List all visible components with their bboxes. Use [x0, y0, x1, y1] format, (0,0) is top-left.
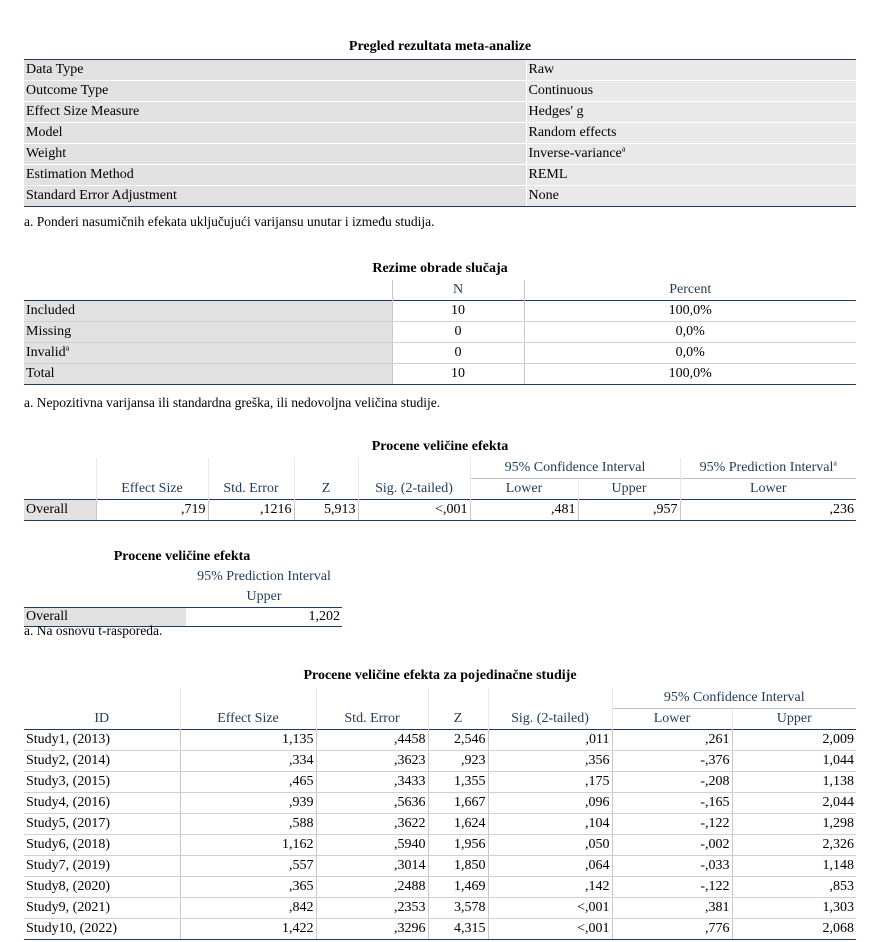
- summary-value: [526, 60, 856, 81]
- studies-header-std-error: Std. Error: [316, 709, 428, 730]
- overall-pi-header: [680, 458, 856, 479]
- study-upper: 1,298: [732, 814, 856, 835]
- summary-row: [24, 60, 856, 81]
- study-sig: ,142: [488, 877, 612, 898]
- summary-row: [24, 81, 856, 102]
- cases-label: [24, 301, 392, 322]
- cases-label-text: Invalid: [26, 345, 66, 360]
- overall-lower: ,481: [470, 500, 578, 521]
- overall-pi-lower: ,236: [680, 500, 856, 521]
- cases-percent: 100,0%: [524, 301, 856, 322]
- cases-header-percent: Percent: [524, 280, 856, 301]
- study-id: Study7, (2019): [24, 856, 180, 877]
- study-row: [24, 793, 856, 814]
- study-row: [24, 730, 856, 751]
- study-upper: 1,148: [732, 856, 856, 877]
- cases-label-text: Total: [26, 366, 55, 381]
- summary-value-sup: a: [621, 144, 626, 154]
- summary-label: Standard Error Adjustment: [24, 186, 526, 207]
- study-effect-size: ,465: [180, 772, 316, 793]
- study-lower: ,261: [612, 730, 732, 751]
- study-effect-size: 1,162: [180, 835, 316, 856]
- study-lower: -,122: [612, 814, 732, 835]
- summary-value: [526, 186, 856, 207]
- study-lower: -,002: [612, 835, 732, 856]
- study-sig: <,001: [488, 898, 612, 919]
- summary-value-text: REML: [528, 167, 568, 182]
- study-z: 1,667: [428, 793, 488, 814]
- study-upper: 2,009: [732, 730, 856, 751]
- study-sig: ,011: [488, 730, 612, 751]
- study-row: [24, 814, 856, 835]
- cases-n: 10: [392, 364, 524, 385]
- studies-header-sig: Sig. (2-tailed): [488, 709, 612, 730]
- summary-value: [526, 165, 856, 186]
- study-std-error: ,3622: [316, 814, 428, 835]
- cases-row: [24, 301, 856, 322]
- summary-label: Weight: [24, 144, 526, 165]
- cases-label-sup: a: [65, 343, 70, 353]
- summary-value-text: Hedges' g: [528, 104, 584, 119]
- summary-value: [526, 144, 856, 165]
- overall-row-label: Overall: [24, 500, 96, 521]
- study-std-error: ,5636: [316, 793, 428, 814]
- studies-title: Procene veličine efekta za pojedinačne studije: [303, 668, 577, 683]
- study-z: 1,469: [428, 877, 488, 898]
- cases-percent: 0,0%: [524, 343, 856, 364]
- overall-header-blank: [24, 458, 96, 479]
- study-std-error: ,3296: [316, 919, 428, 940]
- study-id: Study3, (2015): [24, 772, 180, 793]
- summary-value-text: Raw: [528, 62, 555, 77]
- study-std-error: ,4458: [316, 730, 428, 751]
- study-upper: 2,068: [732, 919, 856, 940]
- study-upper: ,853: [732, 877, 856, 898]
- study-row: [24, 856, 856, 877]
- study-row: [24, 772, 856, 793]
- overall-table: [24, 458, 856, 521]
- studies-header-id: ID: [94, 710, 110, 726]
- overall-cont-footnote: a. Na osnovu t-rasporeda.: [24, 623, 163, 638]
- summary-label: Estimation Method: [24, 165, 526, 186]
- study-row: [24, 877, 856, 898]
- study-effect-size: ,365: [180, 877, 316, 898]
- summary-value-text: Continuous: [528, 83, 594, 98]
- study-z: 1,956: [428, 835, 488, 856]
- study-effect-size: ,588: [180, 814, 316, 835]
- overall-header-z: Z: [294, 479, 358, 500]
- study-upper: 1,044: [732, 751, 856, 772]
- overall-row: [24, 500, 856, 521]
- study-row: [24, 835, 856, 856]
- summary-row: [24, 144, 856, 165]
- overall-header-upper: Upper: [578, 479, 680, 500]
- overall-sig: <,001: [358, 500, 470, 521]
- study-std-error: ,5940: [316, 835, 428, 856]
- studies-header-upper: Upper: [732, 709, 856, 730]
- summary-label: Outcome Type: [24, 81, 526, 102]
- summary-title: Pregled rezultata meta-analize: [348, 39, 532, 54]
- cases-header-n: N: [392, 280, 524, 301]
- overall-z: 5,913: [294, 500, 358, 521]
- cases-header-blank: [24, 280, 392, 301]
- cases-label: [24, 343, 392, 364]
- study-std-error: ,3014: [316, 856, 428, 877]
- study-z: 1,355: [428, 772, 488, 793]
- study-upper: 2,044: [732, 793, 856, 814]
- cases-n: 0: [392, 343, 524, 364]
- summary-footnote: a. Ponderi nasumičnih efekata uključujući varijansu unutar i između studija.: [24, 214, 435, 229]
- overall-cont-pi-upper: 1,202: [186, 608, 342, 627]
- summary-label: Data Type: [24, 60, 526, 81]
- overall-cont-label: Overall: [24, 608, 186, 627]
- overall-upper: ,957: [578, 500, 680, 521]
- cases-n: 10: [392, 301, 524, 322]
- summary-value: [526, 123, 856, 144]
- study-lower: -,122: [612, 877, 732, 898]
- study-upper: 1,138: [732, 772, 856, 793]
- cases-label-text: Missing: [26, 324, 72, 339]
- study-sig: ,356: [488, 751, 612, 772]
- study-lower: -,165: [612, 793, 732, 814]
- studies-header-z: Z: [428, 709, 488, 730]
- overall-effect-size: ,719: [96, 500, 208, 521]
- study-effect-size: 1,422: [180, 919, 316, 940]
- overall-pi-sup: a: [833, 458, 837, 468]
- studies-table: [24, 688, 856, 940]
- study-std-error: ,3623: [316, 751, 428, 772]
- cases-label-text: Included: [26, 303, 75, 318]
- overall-header-lower: Lower: [470, 479, 578, 500]
- overall-header-sig: Sig. (2-tailed): [358, 479, 470, 500]
- study-sig: ,175: [488, 772, 612, 793]
- overall-cont-title: Procene veličine efekta: [113, 549, 251, 564]
- cases-footnote: a. Nepozitivna varijansa ili standardna greška, ili nedovoljna veličina studije.: [24, 395, 441, 410]
- study-upper: 1,303: [732, 898, 856, 919]
- study-sig: ,050: [488, 835, 612, 856]
- studies-header-lower: Lower: [612, 709, 732, 730]
- summary-value: [526, 81, 856, 102]
- study-effect-size: 1,135: [180, 730, 316, 751]
- study-id: Study1, (2013): [24, 730, 180, 751]
- study-std-error: ,2488: [316, 877, 428, 898]
- summary-label: Effect Size Measure: [24, 102, 526, 123]
- study-sig: ,064: [488, 856, 612, 877]
- overall-std-error: ,1216: [208, 500, 294, 521]
- cases-n: 0: [392, 322, 524, 343]
- study-sig: <,001: [488, 919, 612, 940]
- summary-value-text: None: [528, 188, 559, 203]
- summary-value-text: Inverse-variance: [528, 146, 622, 161]
- study-z: 3,578: [428, 898, 488, 919]
- study-std-error: ,3433: [316, 772, 428, 793]
- study-lower: -,033: [612, 856, 732, 877]
- study-id: Study6, (2018): [24, 835, 180, 856]
- summary-row: [24, 165, 856, 186]
- study-lower: ,776: [612, 919, 732, 940]
- summary-row: [24, 102, 856, 123]
- cases-row: [24, 322, 856, 343]
- summary-label: Model: [24, 123, 526, 144]
- overall-title: Procene veličine efekta: [371, 439, 509, 454]
- study-upper: 2,326: [732, 835, 856, 856]
- cases-row: [24, 343, 856, 364]
- study-id: Study5, (2017): [24, 814, 180, 835]
- study-lower: ,381: [612, 898, 732, 919]
- summary-row: [24, 123, 856, 144]
- cases-label: [24, 364, 392, 385]
- overall-header-pi-lower: Lower: [680, 479, 856, 500]
- cases-row: [24, 364, 856, 385]
- cases-label: [24, 322, 392, 343]
- overall-header-std-error: Std. Error: [208, 479, 294, 500]
- cases-title: Rezime obrade slučaja: [372, 261, 508, 276]
- study-id: Study8, (2020): [24, 877, 180, 898]
- study-effect-size: ,842: [180, 898, 316, 919]
- overall-cont-table: [24, 567, 342, 627]
- study-id: Study10, (2022): [24, 919, 180, 940]
- summary-value-text: Random effects: [528, 125, 617, 140]
- study-sig: ,104: [488, 814, 612, 835]
- study-z: 1,624: [428, 814, 488, 835]
- summary-table: [24, 59, 856, 207]
- cases-table: [24, 280, 856, 385]
- studies-header-effect-size: Effect Size: [180, 709, 316, 730]
- overall-header-blank2: [24, 479, 96, 500]
- overall-ci-header: 95% Confidence Interval: [470, 458, 680, 479]
- study-id: Study9, (2021): [24, 898, 180, 919]
- study-id: Study4, (2016): [24, 793, 180, 814]
- study-z: 2,546: [428, 730, 488, 751]
- study-z: 1,850: [428, 856, 488, 877]
- study-id: Study2, (2014): [24, 751, 180, 772]
- study-row: [24, 919, 856, 940]
- summary-row: [24, 186, 856, 207]
- study-row: [24, 898, 856, 919]
- study-sig: ,096: [488, 793, 612, 814]
- study-z: 4,315: [428, 919, 488, 940]
- summary-value: [526, 102, 856, 123]
- overall-cont-pi-header: 95% Prediction Interval: [197, 569, 331, 584]
- study-effect-size: ,334: [180, 751, 316, 772]
- cases-percent: 100,0%: [524, 364, 856, 385]
- cases-percent: 0,0%: [524, 322, 856, 343]
- studies-ci-header: 95% Confidence Interval: [612, 688, 856, 709]
- study-effect-size: ,939: [180, 793, 316, 814]
- overall-header-effect-size: Effect Size: [96, 479, 208, 500]
- study-lower: -,376: [612, 751, 732, 772]
- overall-cont-upper-header: Upper: [246, 589, 282, 604]
- study-z: ,923: [428, 751, 488, 772]
- study-std-error: ,2353: [316, 898, 428, 919]
- overall-pi-header-text: 95% Prediction Interval: [699, 460, 834, 475]
- study-row: [24, 751, 856, 772]
- study-lower: -,208: [612, 772, 732, 793]
- study-effect-size: ,557: [180, 856, 316, 877]
